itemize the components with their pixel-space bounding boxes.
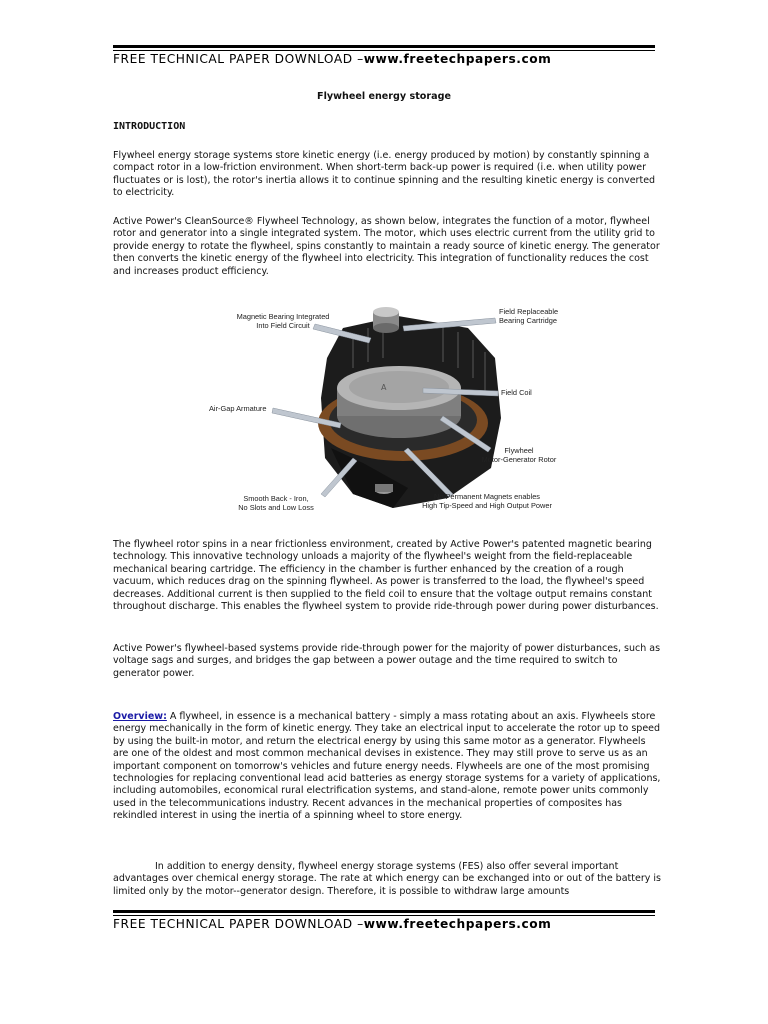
header-rule-top bbox=[113, 45, 655, 48]
document-title: Flywheel energy storage bbox=[317, 91, 451, 102]
label-no-permanent-magnets: No Permanent Magnets enables High Tip-Speed and High Output Power bbox=[422, 492, 552, 510]
label-field-replaceable: Field Replaceable Bearing Cartridge bbox=[499, 307, 559, 325]
paragraph-energy-density: In addition to energy density, flywheel energy storage systems (FES) also offer several important advantages over chemical energy storage. The rate at which energy can be exchanged into or out of the battery is limited only by the motor--generator design. Therefore, it is possible to withdraw large amounts bbox=[113, 861, 661, 897]
footer-prefix: FREE TECHNICAL PAPER DOWNLOAD – bbox=[113, 917, 364, 931]
label-field-coil: Field Coil bbox=[501, 388, 532, 397]
flywheel-diagram bbox=[203, 298, 565, 518]
page-footer bbox=[113, 917, 658, 931]
footer-site-link[interactable]: www.freetechpapers.com bbox=[363, 917, 552, 931]
page-header bbox=[113, 52, 658, 66]
overview-link[interactable]: Overview: bbox=[113, 711, 167, 722]
label-air-gap: Air-Gap Armature bbox=[209, 404, 267, 413]
header-site-link[interactable]: www.freetechpapers.com bbox=[363, 52, 552, 66]
header-rule-bottom bbox=[113, 50, 655, 51]
paragraph-overview bbox=[113, 711, 661, 823]
footer-rule-top bbox=[113, 910, 655, 913]
overview-text: A flywheel, in essence is a mechanical battery - simply a mass rotating about an axis. Flywheels store energy mechanically in the form of kinetic energy. They take an electrical input to accelerate the rotor up to speed by using the built-in motor, and return the electrical energy by using this same motor as a generator. Flywheels are one of the oldest and most common mechanical devises in existence. They may still prove to serve us as an important component on tomorrow's vehicles and future energy needs. Flywheels are one of the most promising technologies for replacing conventional lead acid batteries as energy storage systems for a variety of applications, including automobiles, economical rural electrification systems, and stand-alone, remote power units commonly used in the telecommunications industry. Recent advances in the mechanical properties of composites has rekindled interest in using the inertia of a spinning wheel to store energy. bbox=[113, 711, 661, 822]
paragraph-rotor: The flywheel rotor spins in a near frictionless environment, created by Active Power's patented magnetic bearing technology. This innovative technology unloads a majority of the flywheel's weight from the field-replaceable mechanical bearing cartridge. The efficiency in the chamber is further enhanced by the creation of a rough vacuum, which reduces drag on the spinning flywheel. As power is transferred to the load, the flywheel's speed decreases. Additional current is then supplied to the field coil to ensure that the voltage output remains constant throughout discharge. This enables the flywheel system to provide ride-through power during power disturbances. bbox=[113, 539, 659, 613]
intro-heading: INTRODUCTION bbox=[113, 121, 186, 132]
label-smooth-back: Smooth Back - Iron, No Slots and Low Loss bbox=[238, 494, 314, 512]
label-flywheel-rotor: Flywheel Motor-Generator Rotor bbox=[481, 446, 557, 464]
paragraph-intro: Flywheel energy storage systems store kinetic energy (i.e. energy produced by motion) by constantly spinning a compact rotor in a low-friction environment. When short-term back-up power is required (i.e. when utility power fluctuates or is lost), the rotor's inertia allows it to continue spinning and the resulting kinetic energy is converted to electricity. bbox=[113, 150, 656, 199]
svg-text:A: A bbox=[381, 383, 387, 392]
paragraph-ride-through: Active Power's flywheel-based systems provide ride-through power for the majority of power disturbances, such as voltage sags and surges, and bridges the gap between a power outage and the time required to switch to generator power. bbox=[113, 643, 661, 679]
paragraph-cleansource: Active Power's CleanSource® Flywheel Technology, as shown below, integrates the function of a motor, flywheel rotor and generator into a single integrated system. The motor, which uses electric current from the utility grid to provide energy to rotate the flywheel, spins constantly to maintain a ready source of kinetic energy. The generator then converts the kinetic energy of the flywheel into electricity. This integration of functionality reduces the cost and increases product efficiency. bbox=[113, 216, 660, 277]
footer-rule-bottom bbox=[113, 915, 655, 916]
label-magnetic-bearing: Magnetic Bearing Integrated Into Field Circuit bbox=[236, 312, 330, 330]
header-prefix: FREE TECHNICAL PAPER DOWNLOAD – bbox=[113, 52, 364, 66]
